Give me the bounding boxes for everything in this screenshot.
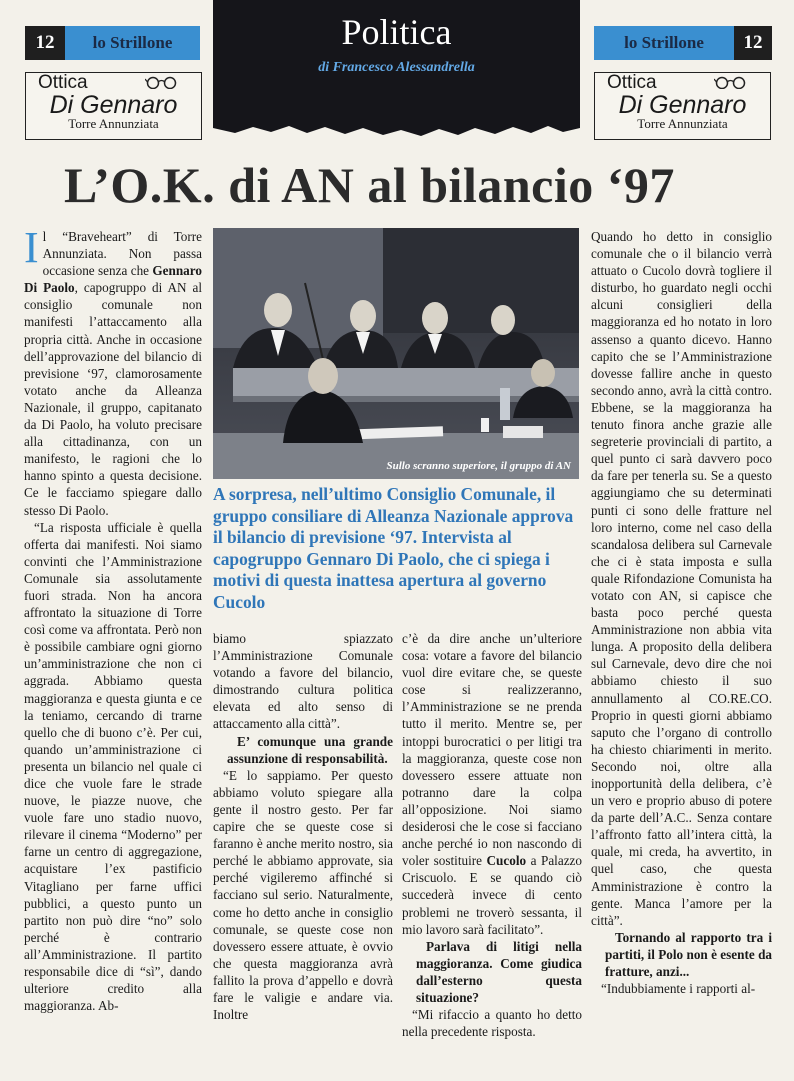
ad-line1: Ottica (607, 72, 657, 93)
lead-paragraph: A sorpresa, nell’ultimo Consiglio Comunale, il gruppo consiliare di Alleanza Nazionale approva il bilancio di previsione ‘97. Intervista al capogruppo Gennaro Di Paolo, che ci spiega i motivi di questa inattesa apertura al governo Cucolo (213, 484, 574, 612)
page-number-right: 12 (734, 26, 772, 60)
ad-ottica-left (25, 72, 202, 140)
col1-text-a: l “Braveheart” di Torre Annunziata. Non passa occasione senza che (42, 229, 202, 279)
col1-text-c: , capogruppo di AN al consiglio comunale non manifesti l’attaccamento alla propria città. Anche in occasione dell’approvazione del bilancio di previsione ‘97, clamorosamente votato anche da Alleanza Nazionale, il gruppo, capitanato da Di Paolo, ha voluto precisare alla cittadinanza, con un manifesto, le ragioni che lo hanno spinto a questa decisione. Ce le facciamo spiegare dallo stesso Di Paolo. (24, 280, 202, 518)
glasses-icon (714, 75, 748, 95)
column-2 (213, 630, 393, 1058)
col4-paragraph-2: “Indubbiamente i rapporti al- (601, 981, 756, 997)
ad-line3: Torre Annunziata (68, 116, 159, 131)
banner-torn-edge (213, 118, 580, 140)
col3-paragraph-2: “Mi rifaccio a quanto ho detto nella precedente risposta. (402, 1007, 582, 1040)
col2-paragraph-2: “E lo sappiamo. Per questo abbiamo voluto spiegare alla gente il nostro gesto. Per far capire che se queste cose si faranno è anche merito nostro, sia perché le abbiamo approvate, sia perché vigileremo affinché si facciano sul serio. Naturalmente, come ho detto anche in consiglio comunale, se queste cose non dovessero essere attuate, è ovvio che questa maggioranza avrà fallito la prova d’appello e dovrà fare le valigie e andare via. Inoltre (213, 767, 393, 1023)
headline: L’O.K. di AN al bilancio ‘97 (64, 157, 675, 213)
col4-question: Tornando al rapporto tra i partiti, il Polo non è esente da fratture, anzi... (605, 929, 772, 980)
column-4 (591, 228, 772, 1058)
article-photo (213, 228, 579, 479)
ad-line2: Di Gennaro (49, 91, 178, 119)
col3-text-c: a Palazzo Criscuolo. E se quando ciò succederà invece di cento problemi ne troverò sessanta, il mio lavoro sarà facilitato”. (402, 853, 582, 937)
author-byline: di Francesco Alessandrella (318, 60, 475, 75)
dropcap: I (24, 228, 39, 272)
ad-line1: Ottica (38, 72, 88, 93)
column-3 (402, 630, 582, 1058)
col3-name: Cucolo (486, 853, 527, 869)
column-1 (24, 228, 202, 1058)
ad-line2: Di Gennaro (618, 91, 747, 119)
paper-name-right: lo Strillone (594, 26, 734, 60)
col3-question: Parlava di litigi nella maggioranza. Come giudica dall’esterno questa situazione? (416, 938, 582, 1005)
ad-ottica-right (594, 72, 771, 140)
glasses-icon (145, 75, 179, 95)
page-number-left: 12 (25, 26, 65, 60)
col4-paragraph-1: Quando ho detto in consiglio comunale che o il bilancio verrà attuato o Cucolo dovrà togliere il disturbo, ho guardato negli occhi alcuni consiglieri della maggioranza ed ho notato in loro assenso a quanto dicevo. Hanno capito che se l’Amministrazione dovesse fallire anche in questo secondo anno, avrà la città contro. Ebbene, se la maggioranza ha tenuto finora anche grazie alle segreterie provinciali di partito, a quel punto ci sarà davvero poco da fare per tenerla su. Se a questo aggiungiamo che su determinati punti ci sono delle fratture nel loro interno, come nel caso della scandalosa delibera sul Carnevale che ci è stata imposta e sulla quale Rifondazione Comunista ha votato con AN, si capisce che basta poco perché questa Amministrazione non abbia vita lunga. A proposito della delibera sul Carnevale, devo dire che noi abbiamo chiesto il suo annullamento al CO.RE.CO. Proprio in questi giorni abbiamo saputo che l’organo di controllo ha chiesto chiarimenti in merito. Secondo noi, oltre alla inopportunità della delibera, c’è un vero e proprio abuso di potere da parte dell’A.C.. Senza contare l’affronto fatto all’intera città, la quale, mi creda, ha avvertito, in quel caso, che questa Amministrazione è contro la gente. Manca l’amore per la città”. (591, 229, 772, 928)
col2-question: E’ comunque una grande assunzione di responsabilità. (227, 733, 393, 766)
col1-paragraph-2: “La risposta ufficiale è quella offerta dai manifesti. Noi siamo convinti che l’Amministrazione Comunale sia assolutamente fuori strada. Non ha ancora affrontato la situazione di Torre così come va affrontata. Però non è possibile cambiare ogni giorno un’amministrazione che non ci aggrada. Abbiamo questa maggioranza e questa giunta e ce la teniamo, cercando di trarne quello che di buono c’è. Per cui, quando un’amministrazione ci presenta un bilancio nel quale ci dice che vuole fare le strade nuove, le piazze nuove, che vuole fare uno stadio nuovo, rilevare il cinema “Moderno” per farne un centro di aggregazione, acquistare l’ex pastificio Vitagliano per farne uffici pubblici, a questo punto un partito non può dire “no” solo perché è contrario all’Amministrazione. Il partito responsabile dice di “sì”, dando ulteriore credito alla maggioranza. Ab- (24, 519, 202, 1014)
col3-text-a: c’è da dire anche un’ulteriore cosa: votare a favore del bilancio vuol dire evitare che, se queste cose si realizzeranno, l’Amministrazione se ne prenda tutto il merito. Mentre se, per intoppi burocratici o per litigi tra la maggioranza, queste cose non dovessero essere attuate non potranno dare la colpa all’opposizione. Noi siamo desiderosi che le cose si facciano anche perché io non nascondo di voler sostituire (402, 631, 582, 869)
section-title: Politica (341, 12, 452, 52)
col2-paragraph-1: biamo spiazzato l’Amministrazione Comunale votando a favore del bilancio, dimostrando cultura politica elevata ed alto senso di attaccamento alla città”. (213, 631, 393, 732)
ad-line3: Torre Annunziata (637, 116, 728, 131)
photo-illustration (213, 228, 579, 479)
photo-caption: Sullo scranno superiore, il gruppo di AN (386, 460, 571, 472)
col1-name: Gennaro Di Paolo (24, 263, 202, 296)
section-banner (213, 0, 580, 124)
paper-name-left: lo Strillone (65, 26, 200, 60)
